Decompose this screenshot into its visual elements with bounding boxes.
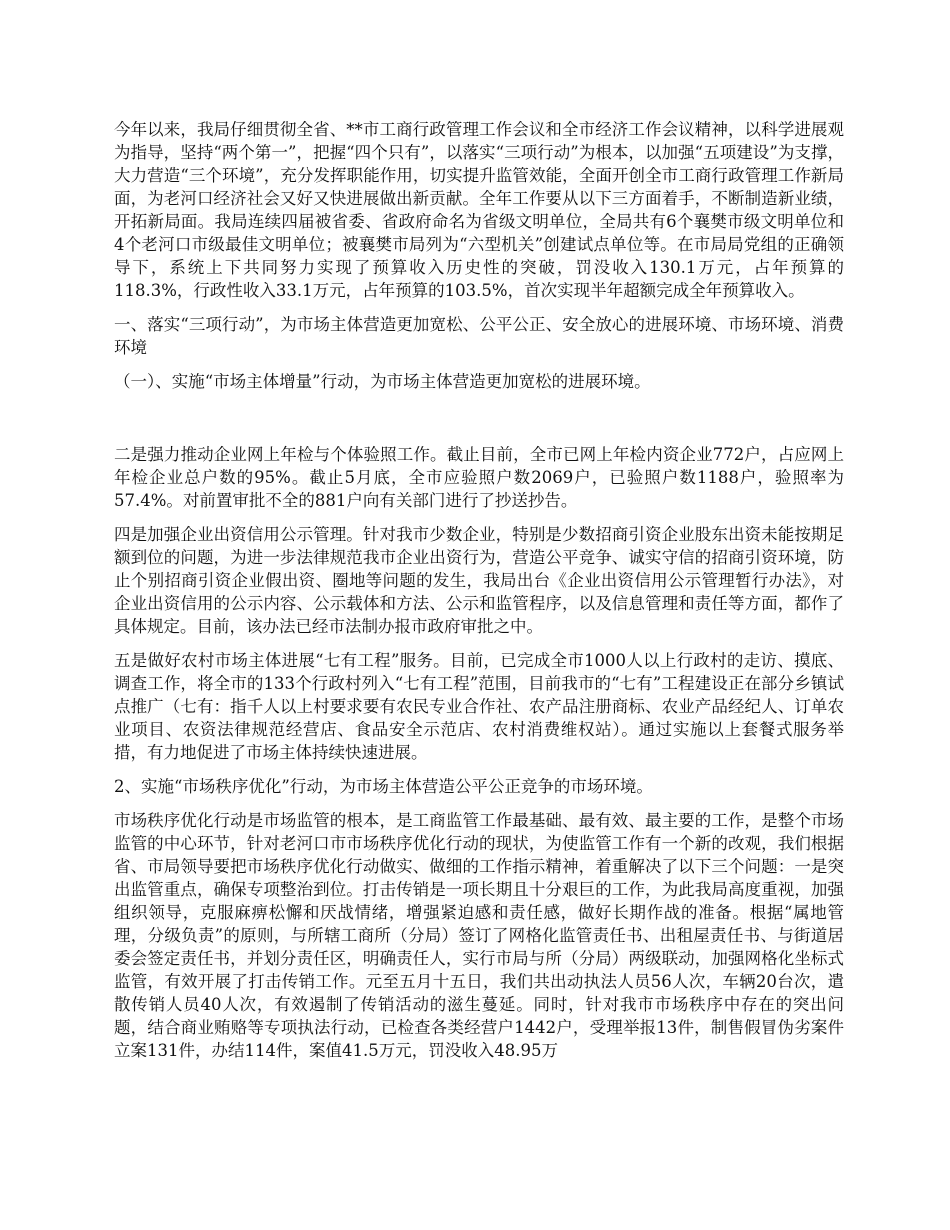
subsection-heading: 2、实施“市场秩序优化”行动，为市场主体营造公平公正竞争的市场环境。 <box>114 777 653 796</box>
document-body <box>114 118 844 1073</box>
subsection-heading: （一）、实施“市场主体增量”行动，为市场主体营造更加宽松的进展环境。 <box>114 372 651 391</box>
body-paragraph: 二是强力推动企业网上年检与个体验照工作。截止目前，全市已网上年检内资企业772户，占应网上年检企业总户数的95%。截止5月底，全市应验照户数2069户，已验照户数1188户，验照率为57.4%。对前置审批不全的881户向有关部门进行了抄送抄告。 <box>114 445 844 510</box>
body-paragraph: 市场秩序优化行动是市场监管的根本，是工商监管工作最基础、最有效、最主要的工作，是整个市场监管的中心环节，针对老河口市市场秩序优化行动的现状，为使监管工作有一个新的改观，我们根据省、市局领导要把市场秩序优化行动做实、做细的工作指示精神，着重解决了以下三个问题：一是突出监管重点，确保专项整治到位。打击传销是一项长期且十分艰巨的工作，为此我局高度重视，加强组织领导，克服麻痹松懈和厌战情绪，增强紧迫感和责任感，做好长期作战的准备。根据“属地管理，分级负责”的原则，与所辖工商所（分局）签订了网格化监管责任书、出租屋责任书、与街道居委会签定责任书，并划分责任区，明确责任人，实行市局与所（分局）两级联动，加强网格化坐标式监管，有效开展了打击传销工作。元至五月十五日，我们共出动执法人员56人次，车辆20台次，遣散传销人员40人次，有效遏制了传销活动的滋生蔓延。同时，针对我市市场秩序中存在的突出问题，结合商业贿赂等专项执法行动，已检查各类经营户1442户，受理举报13件，制售假冒伪劣案件立案131件，办结114件，案值41.5万元，罚没收入48.95万 <box>114 811 844 1060</box>
section-heading: 一、落实“三项行动”，为市场主体营造更加宽松、公平公正、安全放心的进展环境、市场环境、消费环境 <box>114 315 844 357</box>
body-paragraph: 五是做好农村市场主体进展“七有工程”服务。目前，已完成全市1000人以上行政村的走访、摸底、调查工作，将全市的133个行政村列入“七有工程”范围，目前我市的“七有”工程建设正在部分乡镇试点推广（七有：指千人以上村要求要有农民专业合作社、农产品注册商标、农业产品经纪人、订单农业项目、农资法律规范经营店、食品安全示范店、农村消费维权站）。通过实施以上套餐式服务举措，有力地促进了市场主体持续快速进展。 <box>114 651 844 762</box>
body-paragraph: 四是加强企业出资信用公示管理。针对我市少数企业，特别是少数招商引资企业股东出资未能按期足额到位的问题，为进一步法律规范我市企业出资行为，营造公平竞争、诚实守信的招商引资环境，防止个别招商引资企业假出资、圈地等问题的发生，我局出台《企业出资信用公示管理暂行办法》，对企业出资信用的公示内容、公示载体和方法、公示和监管程序，以及信息管理和责任等方面，都作了具体规定。目前，该办法已经市法制办报市政府审批之中。 <box>114 525 844 636</box>
intro-paragraph: 今年以来，我局仔细贯彻全省、**市工商行政管理工作会议和全市经济工作会议精神，以科学进展观为指导，坚持“两个第一”，把握“四个只有”，以落实“三项行动”为根本，以加强“五项建设”为支撑，大力营造“三个环境”，充分发挥职能作用，切实提升监管效能，全面开创全市工商行政管理工作新局面，为老河口经济社会又好又快进展做出新贡献。全年工作要从以下三方面着手，不断制造新业绩，开拓新局面。我局连续四届被省委、省政府命名为省级文明单位，全局共有6个襄樊市级文明单位和4个老河口市级最佳文明单位；被襄樊市局列为“六型机关”创建试点单位等。在市局局党组的正确领导下，系统上下共同努力实现了预算收入历史性的突破，罚没收入130.1万元，占年预算的118.3%，行政性收入33.1万元，占年预算的103.5%，首次实现半年超额完成全年预算收入。 <box>114 120 844 300</box>
